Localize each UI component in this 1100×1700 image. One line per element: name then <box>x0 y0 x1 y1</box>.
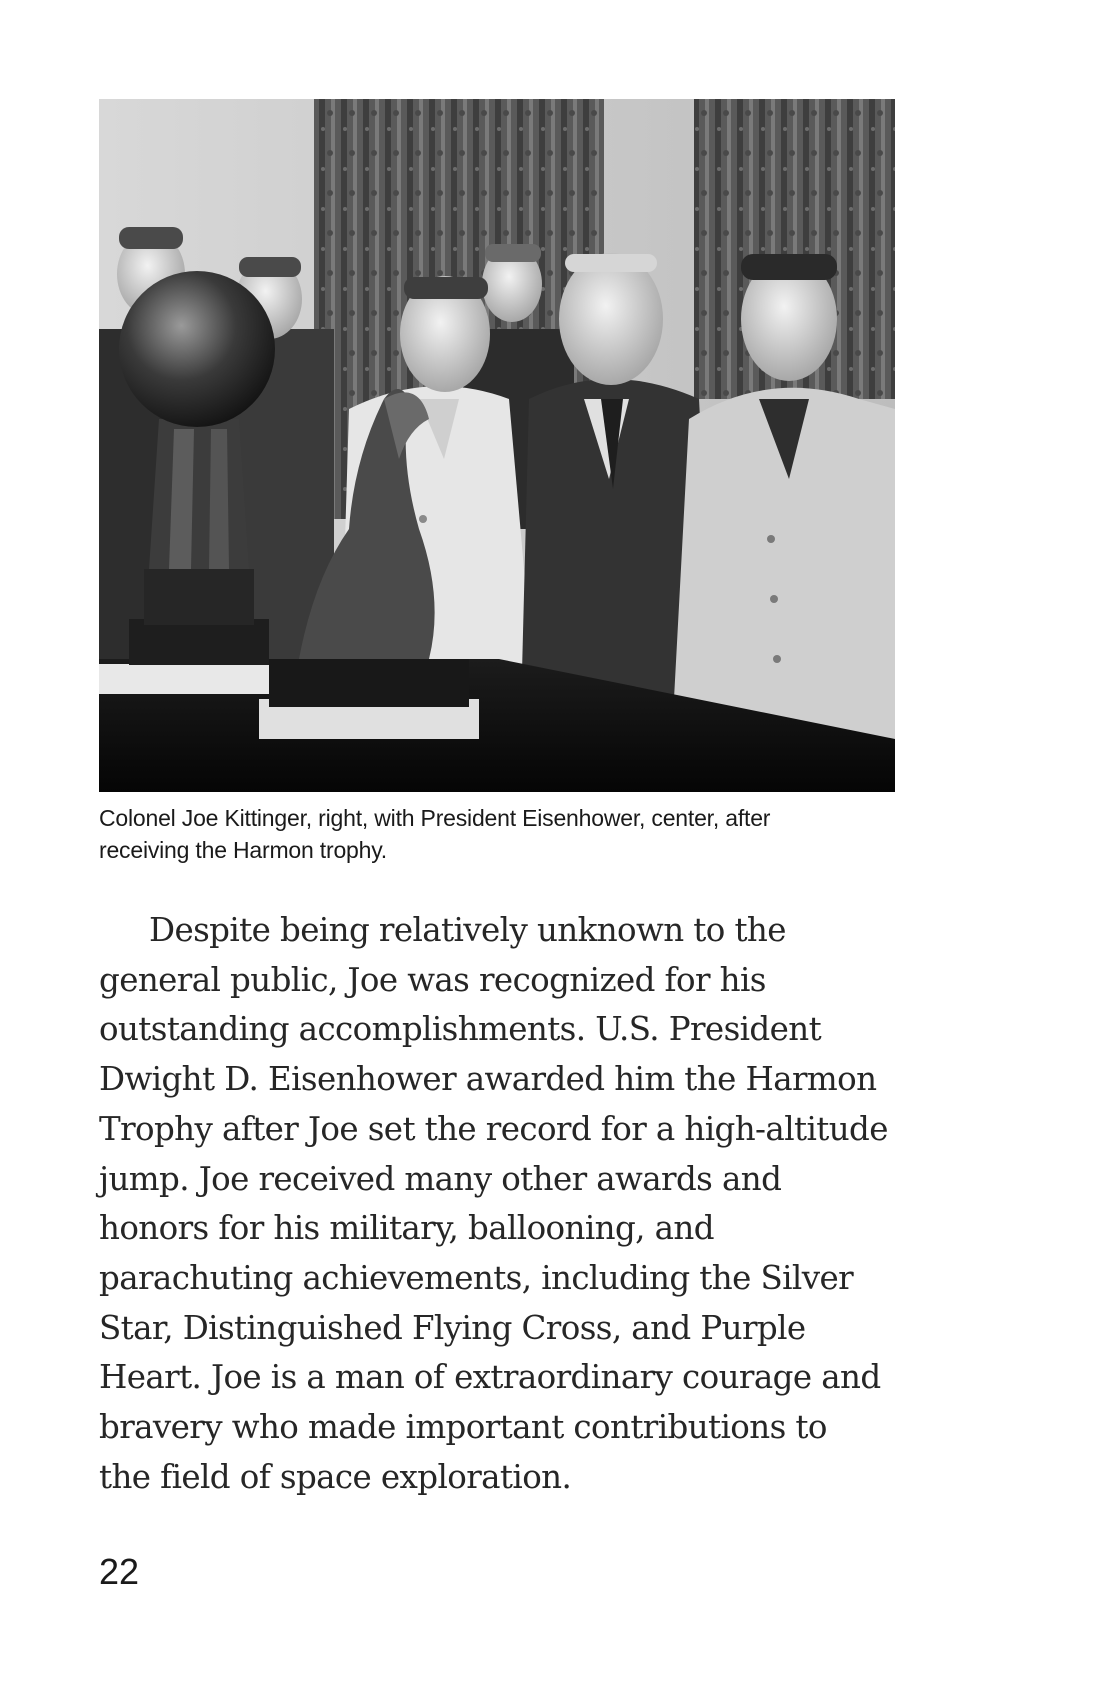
caption-line: receiving the Harmon trophy. <box>99 837 387 863</box>
paragraph-line: Trophy after Joe set the record for a high-altitude <box>99 1109 888 1148</box>
page-number: 22 <box>99 1551 140 1592</box>
paragraph-line: Despite being relatively unknown to the <box>149 911 786 949</box>
paragraph-line: Star, Distinguished Flying Cross, and Purple <box>99 1308 806 1347</box>
photograph-icon <box>99 99 895 792</box>
body-paragraph <box>99 906 919 1502</box>
historical-photograph <box>99 99 895 792</box>
paragraph-line: general public, Joe was recognized for his <box>99 960 766 999</box>
paragraph-line: jump. Joe received many other awards and <box>99 1159 782 1198</box>
paragraph-line: outstanding accomplishments. U.S. President <box>99 1010 822 1049</box>
caption-line: Colonel Joe Kittinger, right, with President Eisenhower, center, after <box>99 805 771 831</box>
paragraph-line: honors for his military, ballooning, and <box>99 1209 714 1248</box>
paragraph-line: Dwight D. Eisenhower awarded him the Harmon <box>99 1060 877 1099</box>
paragraph-line: parachuting achievements, including the Silver <box>99 1258 854 1297</box>
paragraph-line: bravery who made important contributions to <box>99 1408 827 1447</box>
photo-caption <box>99 802 895 866</box>
paragraph-line: Heart. Joe is a man of extraordinary courage and <box>99 1358 881 1397</box>
paragraph-line: the field of space exploration. <box>99 1457 572 1496</box>
